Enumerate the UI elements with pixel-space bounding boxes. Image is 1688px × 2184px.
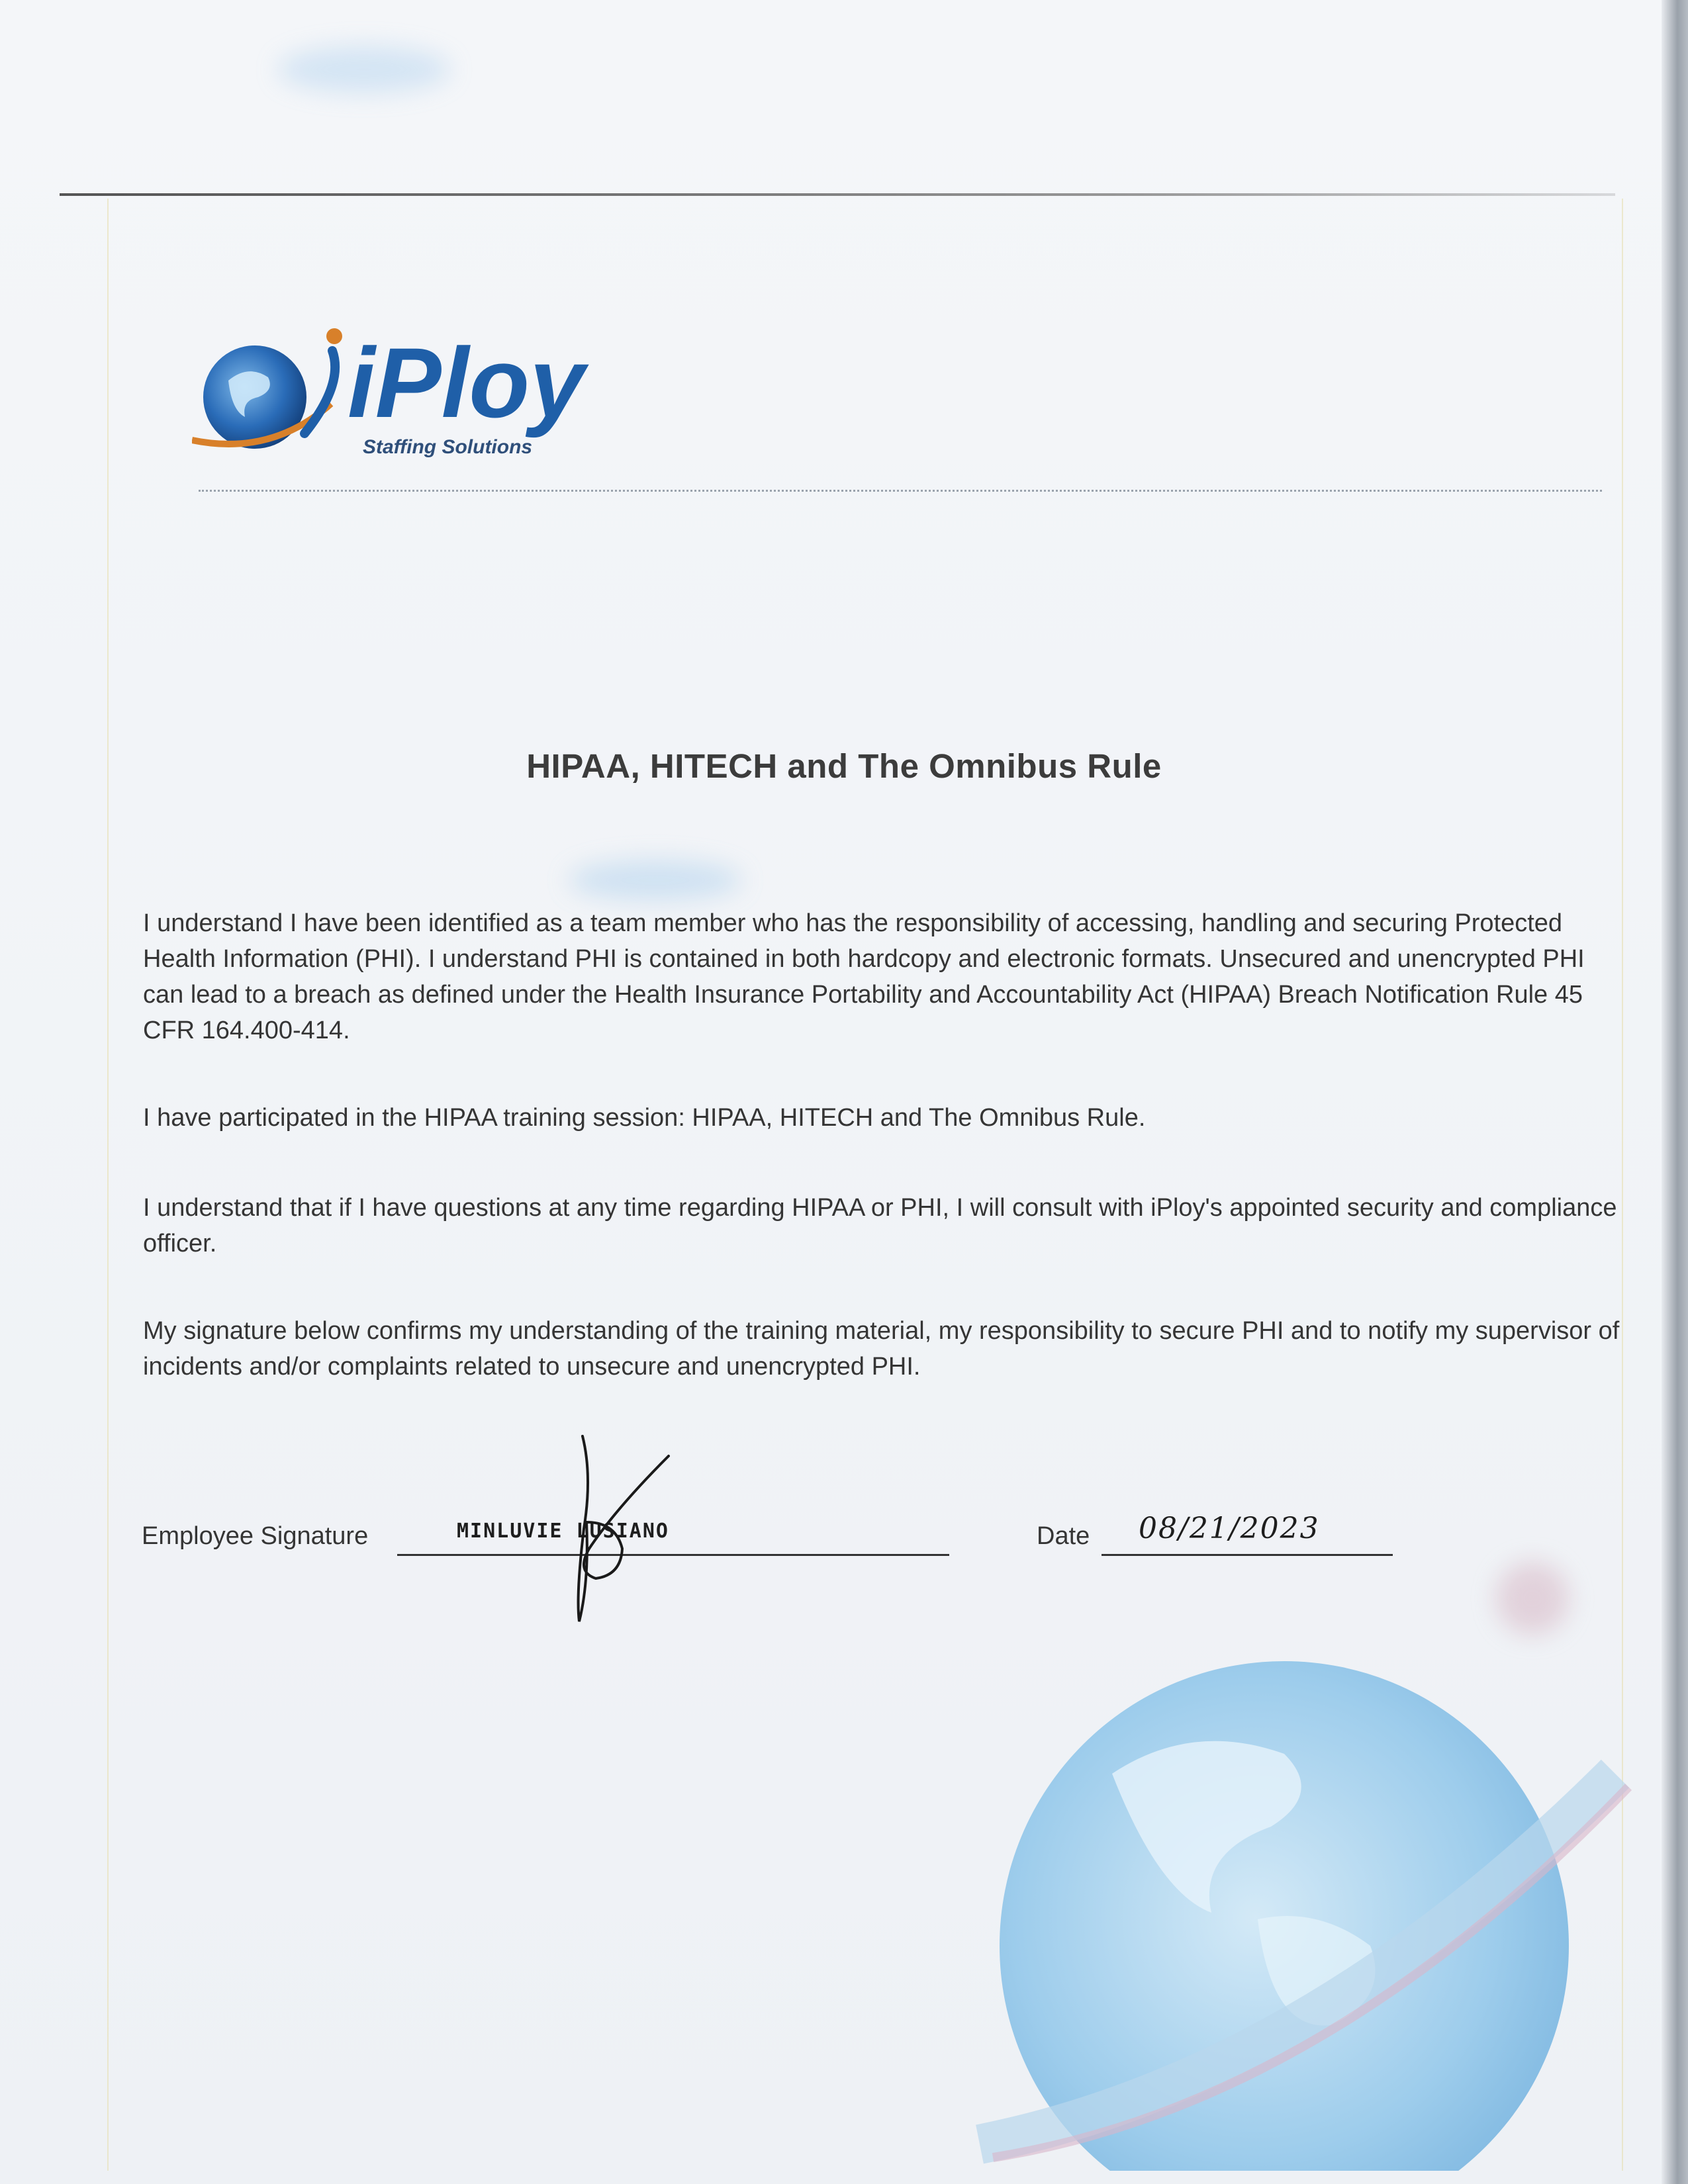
document-title: HIPAA, HITECH and The Omnibus Rule [526,747,1162,785]
scan-edge-shadow [1662,0,1688,2184]
signature-scribble [543,1423,688,1641]
person-body-icon [305,351,335,433]
paragraph-confirmation: My signature below confirms my understanding of the training material, my responsibility to secure PHI and to notify my supervisor of incidents and/or complaints related to unsecure and unencrypted PHI. [143,1317,1620,1381]
date-line [1102,1554,1393,1556]
margin-line-left [107,199,109,2171]
paragraph-acknowledgement: I understand I have been identified as a team member who has the responsibility of accessing, handling and securing Protected Health Information (PHI). I understand PHI is contained in both hardcopy and electronic formats. Unsecured and unencrypted PHI can lead to a breach as defined under the Health Insurance Portability and Accountability Act (HIPAA) Breach Notification Rule 45 CFR 164.400-414. [143,909,1585,1044]
globe-watermark [914,1575,1642,2171]
date-value: 08/21/2023 [1139,1512,1320,1545]
ink-smudge [569,860,741,900]
paragraph-training: I have participated in the HIPAA training session: HIPAA, HITECH and The Omnibus Rule. [143,1104,1146,1132]
iploy-logo [192,318,669,490]
logo-brand-text: iPloy [348,327,585,438]
person-head-icon [326,328,342,344]
header-divider [199,490,1602,492]
signature-label: Employee Signature [142,1522,369,1550]
logo-tagline: Staffing Solutions [363,436,533,458]
ink-smudge [278,46,450,93]
date-label: Date [1037,1522,1090,1550]
scan-fold-line [60,193,1615,196]
signature-name: MINLUVIE LUSIANO [457,1520,669,1543]
paragraph-questions: I understand that if I have questions at any time regarding HIPAA or PHI, I will consult with iPloy's appointed security and compliance officer. [143,1194,1617,1257]
